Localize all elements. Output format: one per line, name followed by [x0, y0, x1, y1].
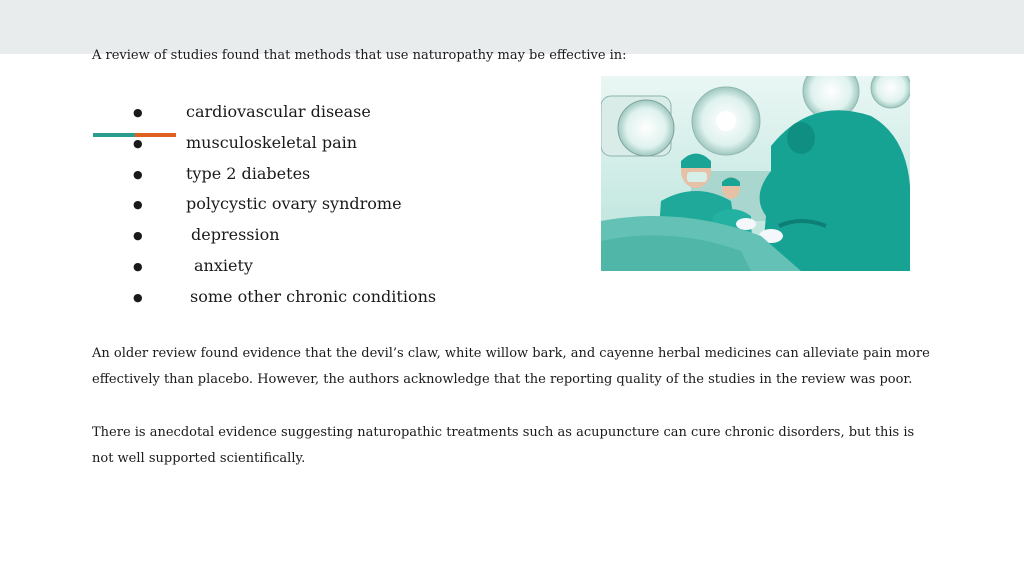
paragraph-herbal-review: An older review found evidence that the devil’s claw, white willow bark, and cayenne herbal medicines can alleviate pain more effectively than placebo. However, the authors acknowledge that the reporting quality of the studies in the review was poor. [92, 346, 930, 387]
accent-bar-teal [93, 133, 135, 137]
list-item-text: some other chronic conditions [190, 286, 437, 306]
paragraph-anecdotal-evidence: There is anecdotal evidence suggesting naturopathic treatments such as acupuncture can cure chronic disorders, but this is not well supported scientifically. [92, 425, 915, 466]
bullet-marker: ● [133, 106, 143, 119]
list-item-text: musculoskeletal pain [186, 132, 358, 152]
bullet-marker: ● [133, 290, 143, 304]
surgery-photo [601, 76, 910, 271]
bullet-marker: ● [133, 198, 143, 212]
bullet-marker: ● [133, 167, 143, 181]
list-item-text: cardiovascular disease [186, 102, 371, 121]
bullet-marker: ● [133, 259, 143, 273]
list-item-text: depression [191, 225, 280, 245]
list-item-text: anxiety [194, 255, 253, 275]
top-band [0, 0, 1024, 54]
bullet-marker: ● [133, 136, 143, 150]
bullet-marker: ● [133, 229, 143, 243]
intro-text: A review of studies found that methods that use naturopathy may be effective in: [92, 48, 627, 63]
list-item-text: polycystic ovary syndrome [186, 194, 402, 214]
list-item-text: type 2 diabetes [186, 163, 311, 183]
